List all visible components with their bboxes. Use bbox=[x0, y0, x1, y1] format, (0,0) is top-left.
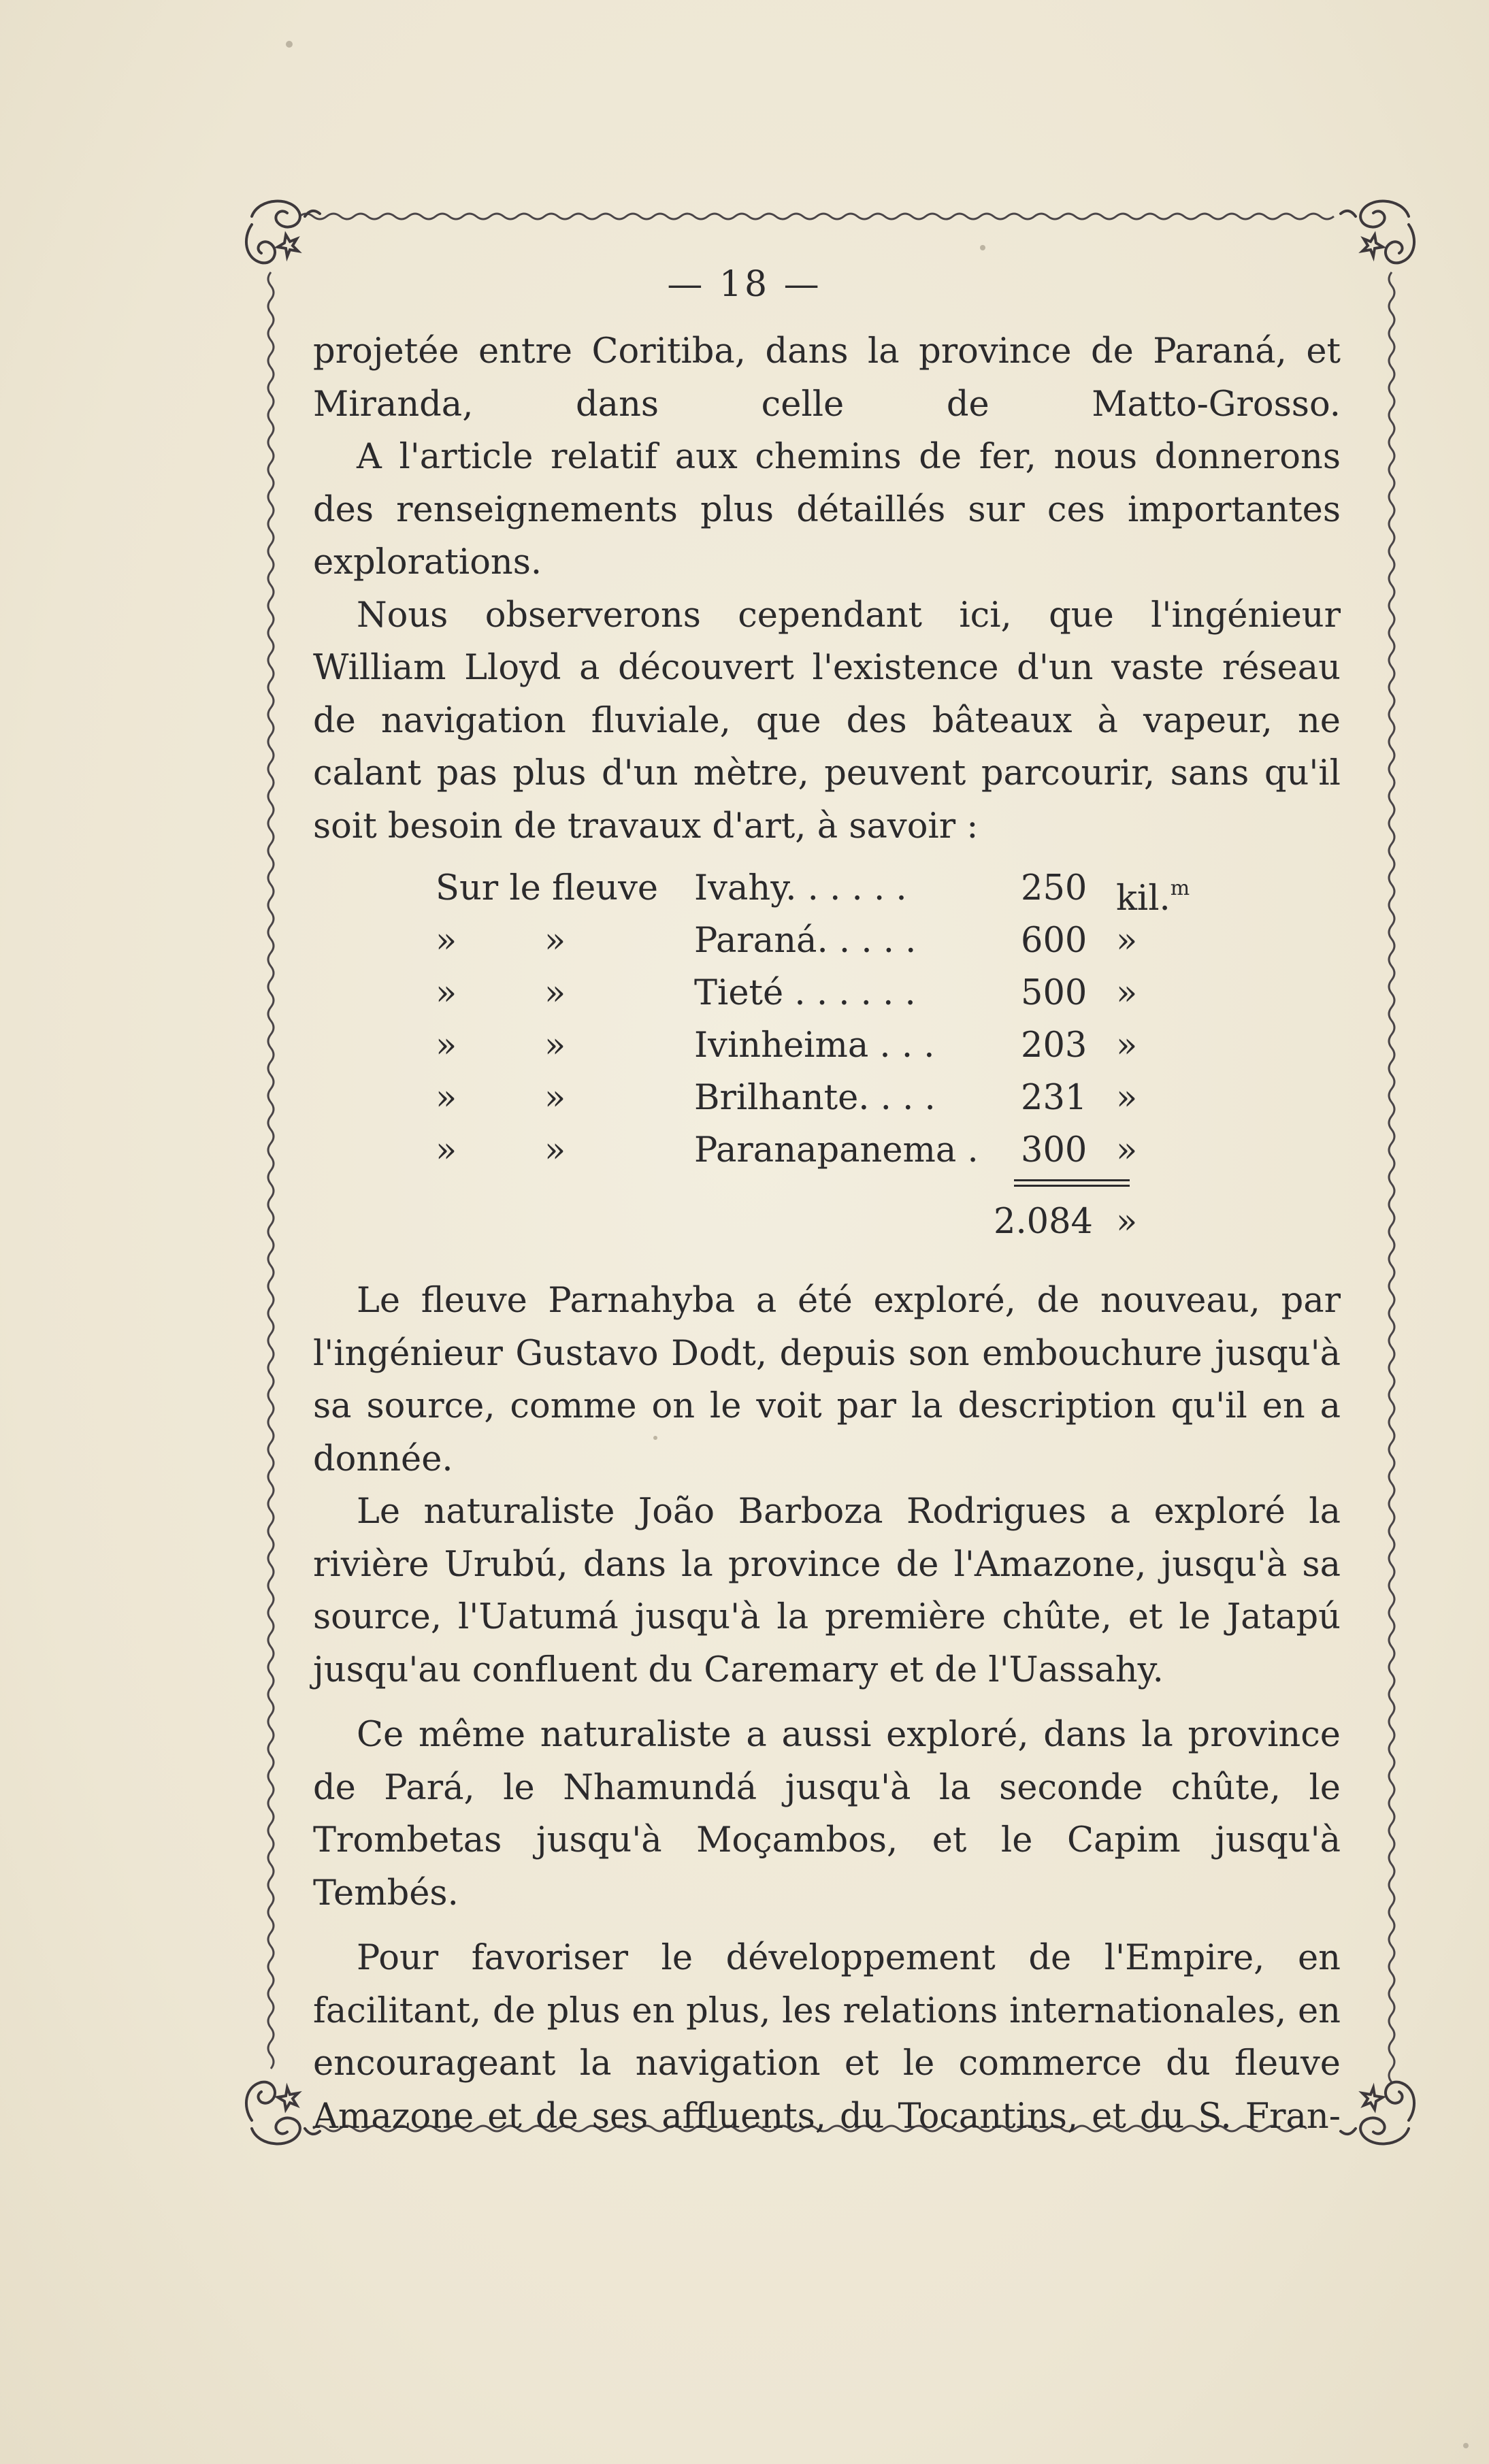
length-unit: » bbox=[1116, 1130, 1138, 1170]
row-prefix: Sur le fleuve bbox=[436, 868, 659, 908]
ditto-mark: » bbox=[544, 921, 566, 961]
paper-speck bbox=[286, 41, 293, 48]
ditto-mark: » bbox=[544, 1078, 566, 1118]
paragraph-2: A l'article relatif aux chemins de fer, nous donnerons des renseignements plus détaillés sur ces importantes explorations. bbox=[313, 437, 1341, 582]
paper-speck bbox=[980, 245, 985, 250]
table-row bbox=[313, 967, 1341, 1019]
corner-ornament-top-left bbox=[246, 201, 320, 263]
main-text bbox=[313, 325, 1341, 2143]
river-length: 231 bbox=[1021, 1078, 1087, 1118]
sum-rule bbox=[1014, 1179, 1130, 1181]
table-row bbox=[313, 915, 1341, 967]
table-row bbox=[313, 862, 1341, 919]
ditto-mark: » bbox=[436, 921, 457, 961]
river-name: Paraná. . . . . bbox=[694, 921, 917, 961]
ditto-mark: » bbox=[436, 1078, 457, 1118]
length-unit: » bbox=[1116, 1078, 1138, 1118]
river-name: Paranapanema . bbox=[694, 1130, 979, 1170]
ditto-mark: » bbox=[436, 1130, 457, 1170]
table-row bbox=[313, 1019, 1341, 1072]
river-name: Tieté . . . . . . bbox=[694, 973, 916, 1013]
paragraph-6: Ce même naturaliste a aussi exploré, dans la province de Pará, le Nhamundá jusqu'à la seconde chûte, le Trombetas jusqu'à Moçambos, et le Capim jusqu'à Tembés. bbox=[313, 1715, 1341, 1913]
length-unit: » bbox=[1116, 1025, 1138, 1066]
length-unit: » bbox=[1116, 973, 1138, 1013]
left-border-line bbox=[268, 272, 274, 2069]
right-border-line bbox=[1389, 272, 1394, 2082]
ditto-mark: » bbox=[544, 1130, 566, 1170]
paper-speck bbox=[1463, 2443, 1469, 2448]
river-length: 250 bbox=[1021, 868, 1087, 908]
length-unit: kil.$^m$ bbox=[1116, 876, 1190, 919]
paper-speck bbox=[653, 1436, 657, 1440]
length-unit: » bbox=[1116, 1202, 1138, 1242]
paragraph-4: Le fleuve Parnahyba a été exploré, de nouveau, par l'ingénieur Gustavo Dodt, depuis son embouchure jusqu'à sa source, comme on le voit par la description qu'il en a donnée. bbox=[313, 1281, 1341, 1479]
total-length: 2.084 bbox=[994, 1202, 1094, 1242]
paragraph-3: Nous observerons cependant ici, que l'ingénieur William Lloyd a découvert l'existence d'un vaste réseau de navigation fluviale, que des bâteaux à vapeur, ne calant pas plus d'un mètre, peuvent parcourir, sans qu'il soit besoin de travaux d'art, à savoir : bbox=[313, 595, 1341, 847]
sum-rule bbox=[1014, 1185, 1130, 1187]
ditto-mark: » bbox=[544, 973, 566, 1013]
paragraph-7: Pour favoriser le développement de l'Empire, en facilitant, de plus en plus, les relations internationales, en encourageant la navigation et le commerce du fleuve Amazone et de ses affluents, du Tocantins, et du S. Fran- bbox=[313, 1938, 1341, 2137]
length-unit: » bbox=[1116, 921, 1138, 961]
corner-ornament-bottom-left bbox=[246, 2082, 320, 2144]
ditto-mark: » bbox=[544, 1025, 566, 1066]
top-border-line bbox=[299, 214, 1334, 219]
rivers-table bbox=[313, 853, 1341, 1275]
total-row bbox=[313, 1196, 1341, 1248]
corner-ornament-top-right bbox=[1341, 201, 1414, 263]
ditto-mark: » bbox=[436, 973, 457, 1013]
page-number: — 18 — bbox=[667, 264, 822, 305]
river-length: 300 bbox=[1021, 1130, 1087, 1170]
river-name: Ivinheima . . . bbox=[694, 1025, 935, 1066]
river-length: 500 bbox=[1021, 973, 1087, 1013]
paragraph-1: projetée entre Coritiba, dans la province de Paraná, et Miranda, dans celle de Matto-Grosso. bbox=[313, 331, 1341, 425]
ditto-mark: » bbox=[436, 1025, 457, 1066]
table-row bbox=[313, 1072, 1341, 1124]
river-length: 600 bbox=[1021, 921, 1087, 961]
table-row bbox=[313, 1124, 1341, 1177]
river-length: 203 bbox=[1021, 1025, 1087, 1066]
paragraph-5: Le naturaliste João Barboza Rodrigues a exploré la rivière Urubú, dans la province de l'Amazone, jusqu'à sa source, l'Uatumá jusqu'à la première chûte, et le Jatapú jusqu'au confluent du Caremary et de l'Uassahy. bbox=[313, 1492, 1341, 1690]
river-name: Ivahy. . . . . . bbox=[694, 868, 907, 908]
river-name: Brilhante. . . . bbox=[694, 1078, 936, 1118]
corner-ornament-bottom-right bbox=[1341, 2082, 1414, 2144]
